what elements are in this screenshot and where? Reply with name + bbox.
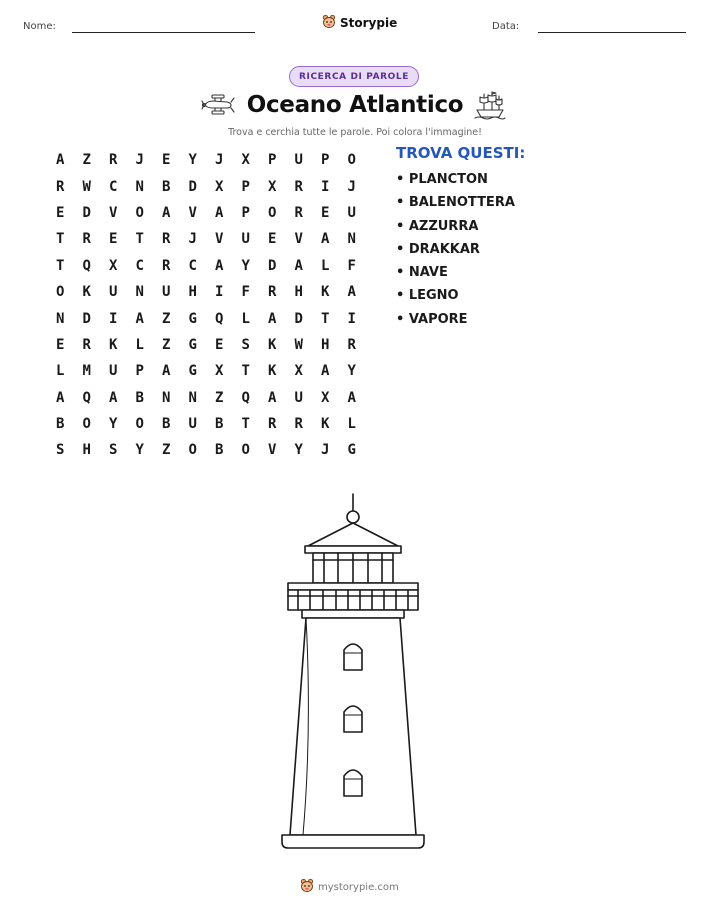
grid-cell[interactable]: Y xyxy=(135,442,144,459)
grid-cell[interactable]: R xyxy=(162,231,171,248)
grid-cell[interactable]: R xyxy=(294,178,303,195)
grid-cell[interactable]: A xyxy=(162,204,171,221)
grid-cell[interactable]: R xyxy=(56,178,65,195)
grid-cell[interactable]: R xyxy=(294,204,303,221)
grid-cell[interactable]: U xyxy=(294,389,303,406)
grid-cell[interactable]: V xyxy=(268,442,277,459)
grid-cell[interactable]: M xyxy=(82,363,91,380)
word-item: • NAVE xyxy=(396,265,448,281)
grid-cell[interactable]: B xyxy=(162,416,171,433)
grid-cell[interactable]: Z xyxy=(162,310,171,327)
grid-cell[interactable]: O xyxy=(241,442,250,459)
grid-cell[interactable]: H xyxy=(321,336,330,353)
grid-cell[interactable]: S xyxy=(241,336,250,353)
grid-cell[interactable]: J xyxy=(347,178,356,195)
grid-cell[interactable]: A xyxy=(268,310,277,327)
grid-cell[interactable]: J xyxy=(321,442,330,459)
grid-cell[interactable]: R xyxy=(109,152,118,169)
grid-cell[interactable]: W xyxy=(294,336,303,353)
word-item: • AZZURRA xyxy=(396,218,479,234)
grid-cell[interactable]: X xyxy=(109,257,118,274)
storypie-brand xyxy=(322,14,397,32)
grid-cell[interactable]: N xyxy=(135,178,144,195)
grid-cell[interactable]: Y xyxy=(347,363,356,380)
grid-cell[interactable]: L xyxy=(347,416,356,433)
grid-cell[interactable]: T xyxy=(56,231,65,248)
grid-cell[interactable]: K xyxy=(82,284,91,301)
grid-cell[interactable]: U xyxy=(294,152,303,169)
grid-cell[interactable]: T xyxy=(135,231,144,248)
grid-cell[interactable]: A xyxy=(109,389,118,406)
grid-cell[interactable]: A xyxy=(347,284,356,301)
grid-cell[interactable]: P xyxy=(241,204,250,221)
instructions: Trova e cerchia tutte le parole. Poi colora l'immagine! xyxy=(228,127,482,138)
grid-cell[interactable]: T xyxy=(321,310,330,327)
grid-cell[interactable]: X xyxy=(241,152,250,169)
word-item: • PLANCTON xyxy=(396,172,488,187)
lighthouse-illustration[interactable] xyxy=(268,490,438,859)
grid-cell[interactable]: R xyxy=(347,336,356,353)
grid-cell[interactable]: Y xyxy=(109,416,118,433)
grid-cell[interactable]: R xyxy=(268,284,277,301)
grid-cell[interactable]: X xyxy=(268,178,277,195)
grid-cell[interactable]: O xyxy=(82,416,91,433)
grid-cell[interactable]: Q xyxy=(82,389,91,406)
grid-cell[interactable]: I xyxy=(347,310,356,327)
grid-cell[interactable]: A xyxy=(215,204,224,221)
grid-cell[interactable]: J xyxy=(188,231,197,248)
grid-cell[interactable]: O xyxy=(135,204,144,221)
grid-cell[interactable]: Z xyxy=(215,389,224,406)
grid-cell[interactable]: D xyxy=(188,178,197,195)
grid-cell[interactable]: U xyxy=(241,231,250,248)
grid-cell[interactable]: R xyxy=(82,336,91,353)
activity-badge: RICERCA DI PAROLE xyxy=(289,66,419,87)
grid-cell[interactable]: O xyxy=(347,152,356,169)
grid-cell[interactable]: N xyxy=(188,389,197,406)
grid-cell[interactable]: P xyxy=(268,152,277,169)
grid-cell[interactable]: T xyxy=(56,257,65,274)
grid-cell[interactable]: C xyxy=(188,257,197,274)
grid-cell[interactable]: Q xyxy=(215,310,224,327)
word-item: • LEGNO xyxy=(396,288,459,304)
word-search-grid[interactable] xyxy=(47,147,365,464)
grid-cell[interactable]: R xyxy=(82,231,91,248)
grid-cell[interactable]: Y xyxy=(294,442,303,459)
name-label: Nome: xyxy=(23,21,56,32)
grid-cell[interactable]: G xyxy=(188,363,197,380)
grid-cell[interactable]: K xyxy=(268,363,277,380)
grid-cell[interactable]: O xyxy=(135,416,144,433)
grid-cell[interactable]: A xyxy=(321,231,330,248)
grid-cell[interactable]: N xyxy=(56,310,65,327)
grid-cell[interactable]: P xyxy=(135,363,144,380)
grid-cell[interactable]: E xyxy=(268,231,277,248)
grid-cell[interactable]: L xyxy=(241,310,250,327)
grid-cell[interactable]: W xyxy=(82,178,91,195)
brand-name: Storypie xyxy=(340,16,398,30)
grid-cell[interactable]: X xyxy=(215,178,224,195)
grid-cell[interactable]: X xyxy=(294,363,303,380)
grid-cell[interactable]: K xyxy=(268,336,277,353)
grid-cell[interactable]: Y xyxy=(188,152,197,169)
grid-cell[interactable]: R xyxy=(294,416,303,433)
grid-cell[interactable]: C xyxy=(109,178,118,195)
grid-cell[interactable]: U xyxy=(347,204,356,221)
grid-cell[interactable]: G xyxy=(347,442,356,459)
grid-cell[interactable]: K xyxy=(109,336,118,353)
grid-cell[interactable]: A xyxy=(162,363,171,380)
grid-cell[interactable]: I xyxy=(109,310,118,327)
grid-cell[interactable]: C xyxy=(135,257,144,274)
storypie-logo-icon xyxy=(300,878,314,896)
grid-cell[interactable]: Z xyxy=(162,442,171,459)
grid-cell[interactable]: Q xyxy=(241,389,250,406)
grid-cell[interactable]: T xyxy=(241,363,250,380)
grid-cell[interactable]: P xyxy=(241,178,250,195)
grid-cell[interactable]: E xyxy=(321,204,330,221)
grid-cell[interactable]: A xyxy=(215,257,224,274)
grid-cell[interactable]: V xyxy=(188,204,197,221)
grid-cell[interactable]: H xyxy=(294,284,303,301)
name-line[interactable] xyxy=(72,32,255,33)
grid-cell[interactable]: A xyxy=(135,310,144,327)
grid-cell[interactable]: Z xyxy=(82,152,91,169)
grid-cell[interactable]: R xyxy=(268,416,277,433)
storypie-logo-icon xyxy=(322,14,336,32)
grid-cell[interactable]: U xyxy=(109,284,118,301)
grid-cell[interactable]: Z xyxy=(162,336,171,353)
grid-cell[interactable]: H xyxy=(188,284,197,301)
grid-cell[interactable]: A xyxy=(347,389,356,406)
grid-cell[interactable]: H xyxy=(82,442,91,459)
grid-cell[interactable]: Y xyxy=(241,257,250,274)
grid-cell[interactable]: R xyxy=(162,257,171,274)
grid-cell[interactable]: L xyxy=(321,257,330,274)
word-item: • DRAKKAR xyxy=(396,241,480,257)
grid-cell[interactable]: E xyxy=(215,336,224,353)
grid-cell[interactable]: D xyxy=(82,204,91,221)
sailing-ship-icon xyxy=(474,90,506,124)
grid-cell[interactable]: O xyxy=(268,204,277,221)
grid-cell[interactable]: G xyxy=(188,310,197,327)
grid-cell[interactable]: T xyxy=(241,416,250,433)
grid-cell[interactable]: U xyxy=(109,363,118,380)
grid-cell[interactable]: B xyxy=(215,416,224,433)
grid-cell[interactable]: E xyxy=(56,204,65,221)
date-line[interactable] xyxy=(538,32,686,33)
grid-cell[interactable]: I xyxy=(321,178,330,195)
grid-cell[interactable]: V xyxy=(215,231,224,248)
grid-cell[interactable]: L xyxy=(135,336,144,353)
grid-cell[interactable]: A xyxy=(56,389,65,406)
grid-cell[interactable]: E xyxy=(109,231,118,248)
word-list-title: TROVA QUESTI: xyxy=(396,144,526,162)
grid-cell[interactable]: A xyxy=(321,363,330,380)
grid-cell[interactable]: S xyxy=(56,442,65,459)
grid-cell[interactable]: B xyxy=(162,178,171,195)
grid-cell[interactable]: D xyxy=(82,310,91,327)
grid-cell[interactable]: E xyxy=(162,152,171,169)
grid-cell[interactable]: G xyxy=(188,336,197,353)
grid-cell[interactable]: U xyxy=(162,284,171,301)
grid-cell[interactable]: B xyxy=(215,442,224,459)
grid-cell[interactable]: Q xyxy=(82,257,91,274)
grid-cell[interactable]: B xyxy=(56,416,65,433)
grid-cell[interactable]: X xyxy=(215,363,224,380)
word-list xyxy=(396,170,515,333)
grid-cell[interactable]: N xyxy=(135,284,144,301)
grid-cell[interactable]: X xyxy=(321,389,330,406)
grid-cell[interactable]: A xyxy=(294,257,303,274)
grid-cell[interactable]: L xyxy=(56,363,65,380)
grid-cell[interactable]: D xyxy=(294,310,303,327)
grid-cell[interactable]: J xyxy=(135,152,144,169)
page-title: Oceano Atlantico xyxy=(246,92,464,118)
grid-cell[interactable]: A xyxy=(268,389,277,406)
grid-cell[interactable]: P xyxy=(321,152,330,169)
footer xyxy=(300,878,410,896)
grid-cell[interactable]: F xyxy=(241,284,250,301)
word-item: • VAPORE xyxy=(396,311,468,327)
date-label: Data: xyxy=(492,21,520,32)
grid-cell[interactable]: B xyxy=(135,389,144,406)
grid-cell[interactable]: K xyxy=(321,416,330,433)
grid-cell[interactable]: A xyxy=(56,152,65,169)
grid-cell[interactable]: J xyxy=(215,152,224,169)
grid-cell[interactable]: U xyxy=(188,416,197,433)
grid-cell[interactable]: S xyxy=(109,442,118,459)
grid-cell[interactable]: K xyxy=(321,284,330,301)
footer-site[interactable]: mystorypie.com xyxy=(318,881,399,893)
word-item: • BALENOTTERA xyxy=(396,195,515,211)
grid-cell[interactable]: F xyxy=(347,257,356,274)
grid-cell[interactable]: I xyxy=(215,284,224,301)
grid-cell[interactable]: V xyxy=(294,231,303,248)
grid-cell[interactable]: D xyxy=(268,257,277,274)
grid-cell[interactable]: O xyxy=(188,442,197,459)
grid-cell[interactable]: N xyxy=(347,231,356,248)
grid-cell[interactable]: N xyxy=(162,389,171,406)
grid-cell[interactable]: O xyxy=(56,284,65,301)
grid-cell[interactable]: E xyxy=(56,336,65,353)
grid-cell[interactable]: V xyxy=(109,204,118,221)
